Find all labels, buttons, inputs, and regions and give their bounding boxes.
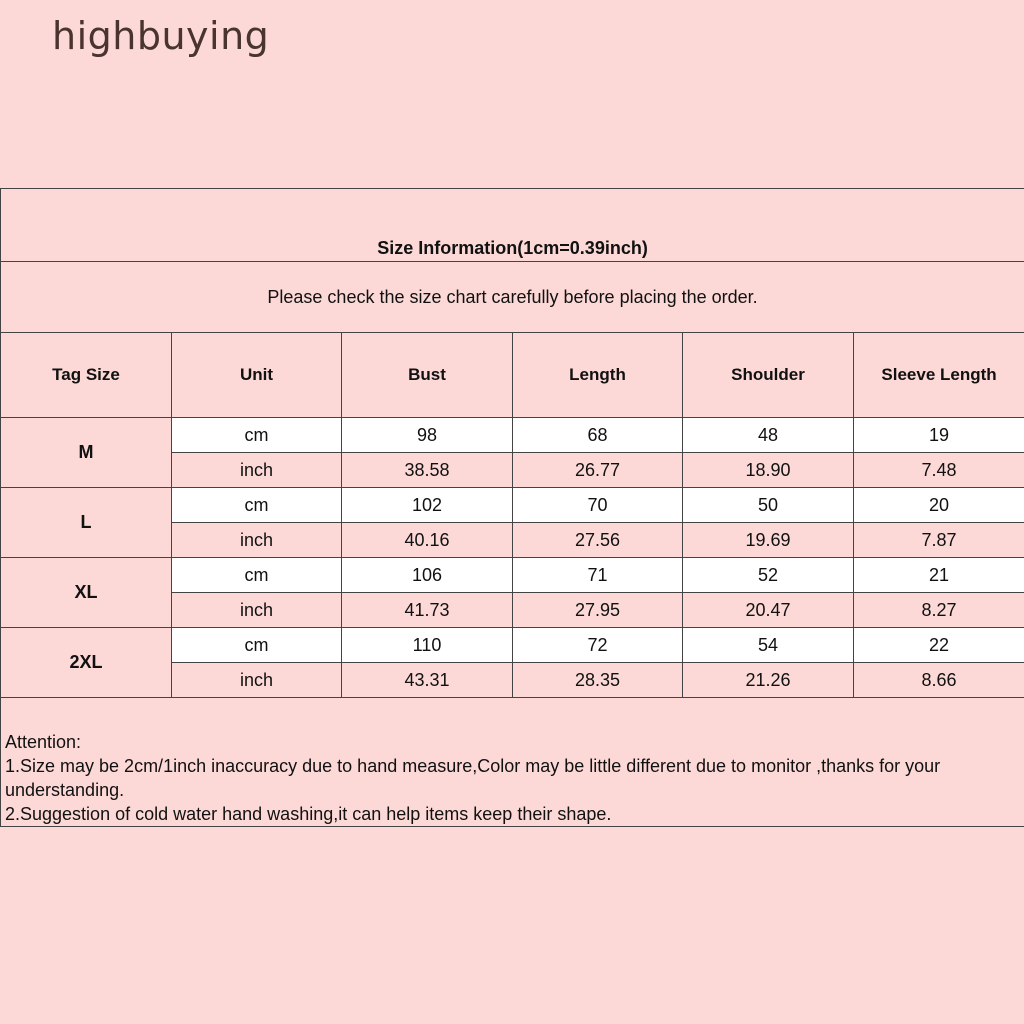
length-cell: 27.95 [513, 593, 683, 628]
sleeve-cell: 22 [854, 628, 1024, 663]
bust-cell: 41.73 [342, 593, 513, 628]
header-length: Length [513, 333, 683, 418]
sleeve-cell: 8.27 [854, 593, 1024, 628]
unit-cell: cm [172, 418, 342, 453]
size-label-l: L [1, 488, 172, 558]
attention-line-2: 2.Suggestion of cold water hand washing,it can help items keep their shape. [5, 804, 612, 824]
unit-cell: inch [172, 453, 342, 488]
shoulder-cell: 19.69 [683, 523, 854, 558]
bust-cell: 38.58 [342, 453, 513, 488]
table-row [1, 488, 1024, 523]
table-row [1, 628, 1024, 663]
unit-cell: cm [172, 628, 342, 663]
length-cell: 27.56 [513, 523, 683, 558]
table-row [1, 558, 1024, 593]
unit-cell: inch [172, 663, 342, 698]
shoulder-cell: 50 [683, 488, 854, 523]
attention-heading: Attention: [5, 732, 82, 752]
shoulder-cell: 52 [683, 558, 854, 593]
shoulder-cell: 18.90 [683, 453, 854, 488]
sleeve-cell: 21 [854, 558, 1024, 593]
shoulder-cell: 48 [683, 418, 854, 453]
attention-line-1: 1.Size may be 2cm/1inch inaccuracy due to hand measure,Color may be little different due to monitor ,thanks for your understanding. [5, 756, 941, 800]
size-label-2xl: 2XL [1, 628, 172, 698]
header-sleeve-length: Sleeve Length [854, 333, 1024, 418]
bust-cell: 110 [342, 628, 513, 663]
header-shoulder: Shoulder [683, 333, 854, 418]
length-cell: 26.77 [513, 453, 683, 488]
watermark-text: highbuying [52, 14, 270, 58]
sleeve-cell: 20 [854, 488, 1024, 523]
bust-cell: 102 [342, 488, 513, 523]
length-cell: 68 [513, 418, 683, 453]
sleeve-cell: 7.48 [854, 453, 1024, 488]
header-unit: Unit [172, 333, 342, 418]
bust-cell: 43.31 [342, 663, 513, 698]
unit-cell: inch [172, 523, 342, 558]
unit-cell: cm [172, 558, 342, 593]
table-row [1, 418, 1024, 453]
length-cell: 28.35 [513, 663, 683, 698]
shoulder-cell: 54 [683, 628, 854, 663]
header-bust: Bust [342, 333, 513, 418]
length-cell: 72 [513, 628, 683, 663]
size-info-title: Size Information(1cm=0.39inch) [1, 189, 1024, 262]
sleeve-cell: 7.87 [854, 523, 1024, 558]
size-label-xl: XL [1, 558, 172, 628]
attention-notes [1, 698, 1024, 827]
shoulder-cell: 20.47 [683, 593, 854, 628]
unit-cell: cm [172, 488, 342, 523]
bust-cell: 106 [342, 558, 513, 593]
length-cell: 71 [513, 558, 683, 593]
size-chart-table [0, 188, 1024, 827]
size-check-note: Please check the size chart carefully before placing the order. [1, 262, 1024, 333]
bust-cell: 40.16 [342, 523, 513, 558]
sleeve-cell: 8.66 [854, 663, 1024, 698]
length-cell: 70 [513, 488, 683, 523]
size-label-m: M [1, 418, 172, 488]
table-header-row [1, 333, 1024, 418]
shoulder-cell: 21.26 [683, 663, 854, 698]
header-tag-size: Tag Size [1, 333, 172, 418]
bust-cell: 98 [342, 418, 513, 453]
sleeve-cell: 19 [854, 418, 1024, 453]
unit-cell: inch [172, 593, 342, 628]
